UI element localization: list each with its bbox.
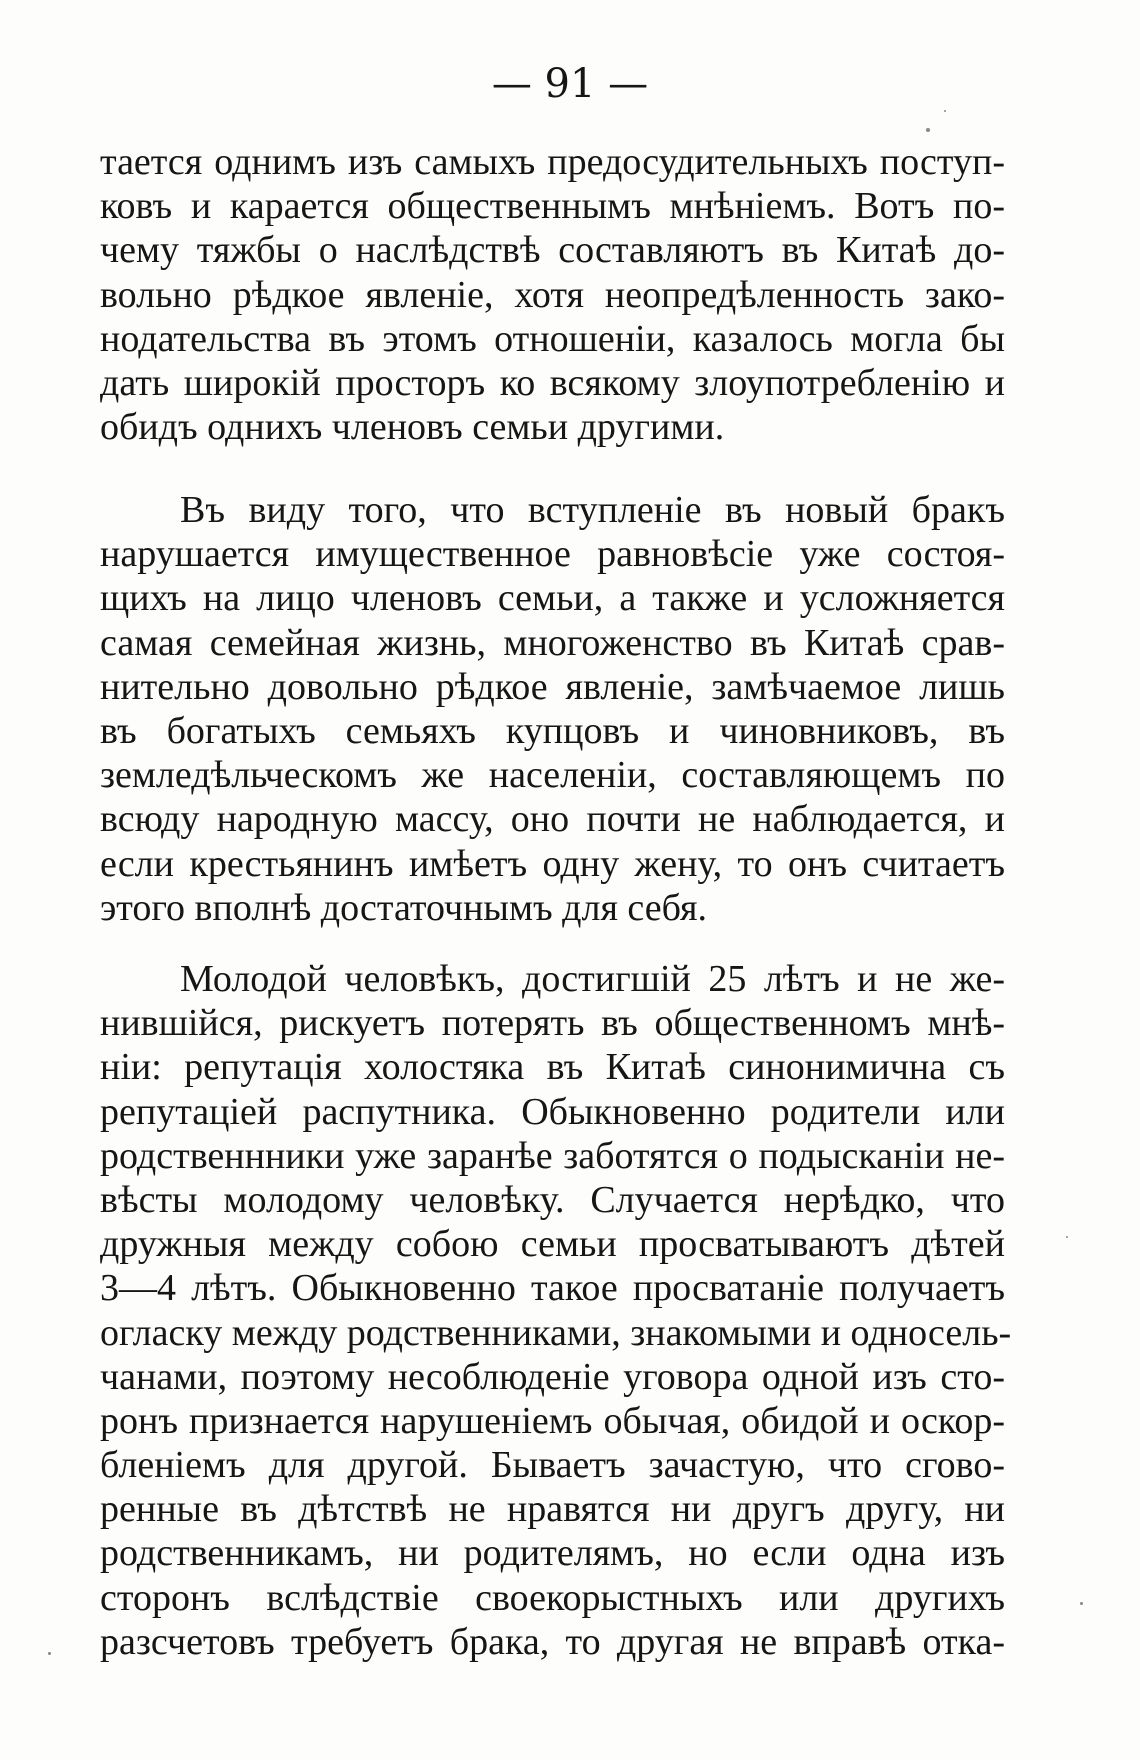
text-line: ронъ признается нарушеніемъ обычая, обидой и оскор- xyxy=(100,1399,1005,1442)
text-line: чанами, поэтому несоблюденіе уговора одной изъ сто- xyxy=(100,1355,1005,1398)
text-line: въ богатыхъ семьяхъ купцовъ и чиновниковъ, въ xyxy=(100,709,1005,752)
text-line: родственнники уже заранѣе заботятся о подысканіи не- xyxy=(100,1134,1005,1177)
text-line: Въ виду того, что вступленіе въ новый бракъ xyxy=(180,489,1005,531)
paragraph-1 xyxy=(100,140,1005,449)
text-line: нившійся, рискуетъ потерять въ общественномъ мнѣ- xyxy=(100,1002,1005,1045)
text-line: нарушается имущественное равновѣсіе уже состоя- xyxy=(100,533,1005,576)
text-line: земледѣльческомъ же населеніи, составляющемъ по xyxy=(100,754,1005,797)
paragraph-3 xyxy=(100,957,1012,1664)
text-line: нодательства въ этомъ отношеніи, казалось могла бы xyxy=(100,317,1005,360)
text-line: разсчетовъ требуетъ брака, то другая не вправѣ отка- xyxy=(100,1620,1005,1663)
text-line: ковъ и карается общественнымъ мнѣніемъ. Вотъ по- xyxy=(100,185,1005,228)
text-line: чему тяжбы о наслѣдствѣ составляютъ въ Китаѣ до- xyxy=(100,229,1005,272)
text-line: вольно рѣдкое явленіе, хотя неопредѣленность зако- xyxy=(100,273,1005,316)
text-line: ніи: репутація холостяка въ Китаѣ синонимична съ xyxy=(100,1046,1005,1089)
text-line: бленіемъ для другой. Бываетъ зачастую, что сгово- xyxy=(100,1444,1005,1487)
scan-speck xyxy=(1066,1236,1068,1238)
text-line: если крестьянинъ имѣетъ одну жену, то онъ считаетъ xyxy=(100,842,1005,885)
text-line: 3—4 лѣтъ. Обыкновенно такое просватаніе получаетъ xyxy=(100,1267,1005,1310)
text-line: этого вполнѣ достаточнымъ для себя. xyxy=(100,886,707,929)
text-line: вѣсты молодому человѣку. Случается нерѣдко, что xyxy=(100,1178,1005,1221)
text-line: дружныя между собою семьи просватываютъ дѣтей xyxy=(100,1223,1005,1266)
scan-speck xyxy=(944,110,946,112)
text-line: всюду народную массу, оно почти не наблюдается, и xyxy=(100,798,1005,841)
text-line: щихъ на лицо членовъ семьи, а также и усложняется xyxy=(100,577,1005,620)
text-line: обидъ однихъ членовъ семьи другими. xyxy=(100,406,725,449)
text-line: родственникамъ, ни родителямъ, но если одна изъ xyxy=(100,1532,1005,1575)
scan-speck xyxy=(48,1652,51,1655)
page-number: — 91 — xyxy=(491,61,649,107)
text-line: тается однимъ изъ самыхъ предосудительныхъ поступ- xyxy=(100,141,1005,183)
paragraph-2 xyxy=(100,488,1005,930)
text-line: самая семейная жизнь, многоженство въ Китаѣ срав- xyxy=(100,621,1005,664)
text-line: огласку между родственниками, знакомыми и односель- xyxy=(100,1311,1012,1354)
text-line: дать широкій просторъ ко всякому злоупотребленію и xyxy=(100,361,1005,404)
text-line: репутаціей распутника. Обыкновенно родители или xyxy=(100,1090,1005,1133)
scan-speck xyxy=(1080,1602,1083,1605)
text-line: Молодой человѣкъ, достигшій 25 лѣтъ и не же- xyxy=(180,958,1005,1000)
scan-speck xyxy=(926,128,930,132)
text-line: нительно довольно рѣдкое явленіе, замѣчаемое лишь xyxy=(100,665,1005,708)
text-line: сторонъ вслѣдствіе своекорыстныхъ или другихъ xyxy=(100,1576,1005,1619)
text-line: ренные въ дѣтствѣ не нравятся ни другъ другу, ни xyxy=(100,1488,1005,1531)
